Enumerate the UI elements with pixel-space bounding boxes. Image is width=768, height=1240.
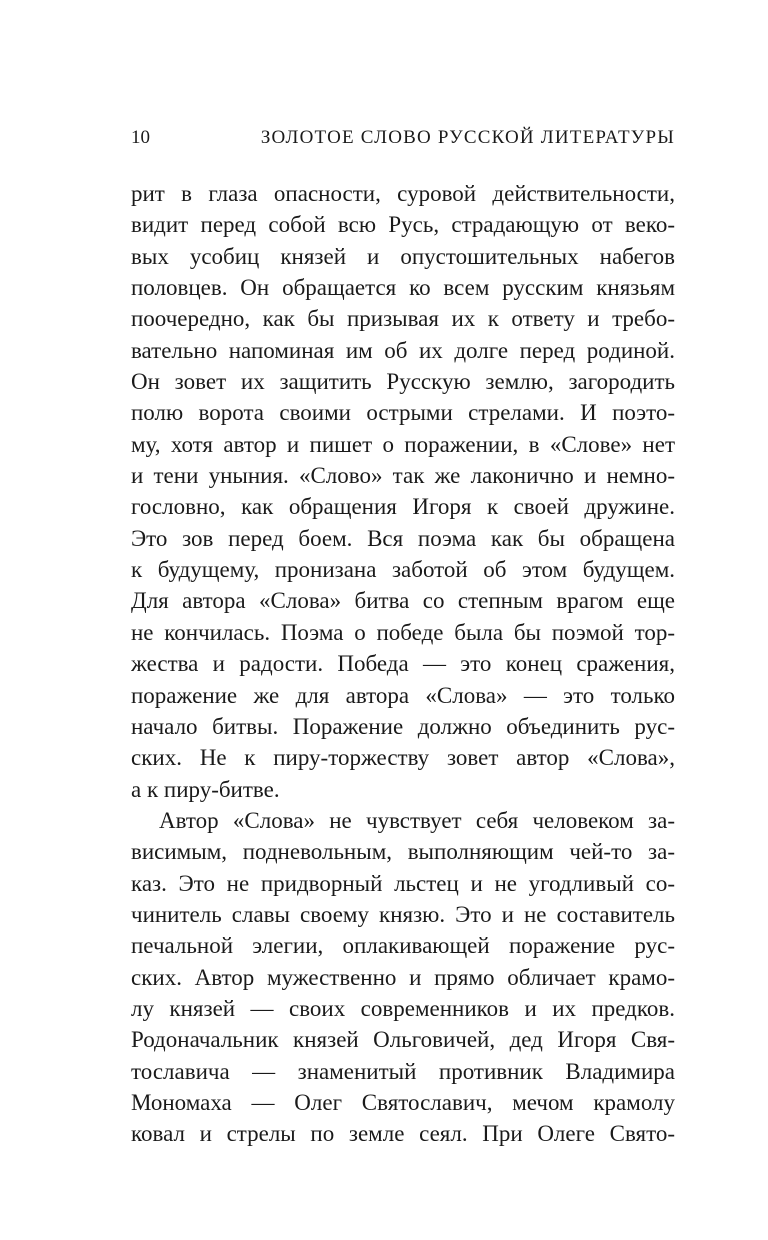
text-line: поочередно, как бы призывая их к ответу и требо- [131, 306, 675, 332]
body-text [131, 178, 675, 1150]
text-line: к будущему, пронизана заботой об этом будущем. [131, 557, 675, 583]
paragraph [131, 805, 675, 1150]
text-line: и тени уныния. «Слово» так же лаконично и немно- [131, 463, 675, 489]
text-line: Родоначальник князей Ольговичей, дед Игоря Свя- [131, 1027, 675, 1053]
paragraph [131, 178, 675, 805]
text-line: Мономаха — Олег Святославич, мечом крамолу [131, 1089, 675, 1115]
text-line: лу князей — своих современников и их предков. [131, 995, 675, 1021]
text-line: висимым, подневольным, выполняющим чей-то за- [131, 839, 675, 865]
running-head [131, 122, 675, 154]
text-line: Он зовет их защитить Русскую землю, загородить [131, 369, 675, 395]
text-line: Это зов перед боем. Вся поэма как бы обращена [131, 525, 675, 551]
text-line: чинитель славы своему князю. Это и не составитель [131, 901, 675, 927]
text-line: не кончилась. Поэма о победе была бы поэмой тор- [131, 619, 675, 645]
text-line: полю ворота своими острыми стрелами. И поэто- [131, 400, 675, 426]
text-line: ских. Не к пиру-торжеству зовет автор «Слова», [131, 745, 675, 771]
text-line: каз. Это не придворный льстец и не угодливый со- [131, 870, 675, 896]
page-number: 10 [131, 127, 150, 148]
text-line: вых усобиц князей и опустошительных набегов [131, 243, 675, 269]
text-line: Автор «Слова» не чувствует себя человеком за- [159, 807, 675, 833]
text-line: а к пиру-битве. [131, 776, 280, 802]
text-line: половцев. Он обращается ко всем русским князьям [131, 275, 675, 301]
text-line: гословно, как обращения Игоря к своей дружине. [131, 494, 675, 520]
text-line: жества и радости. Победа — это конец сражения, [131, 651, 675, 677]
text-line: видит перед собой всю Русь, страдающую от веко- [131, 212, 675, 238]
text-line: Для автора «Слова» битва со степным врагом еще [131, 588, 675, 614]
text-line: поражение же для автора «Слова» — это только [131, 682, 675, 708]
text-line: ковал и стрелы по земле сеял. При Олеге Свято- [131, 1121, 675, 1147]
text-line: тославича — знаменитый противник Владимира [131, 1058, 675, 1084]
text-line: рит в глаза опасности, суровой действительности, [131, 181, 675, 206]
chapter-title: ЗОЛОТОЕ СЛОВО РУССКОЙ ЛИТЕРАТУРЫ [260, 127, 675, 148]
text-line: ских. Автор мужественно и прямо обличает крамо- [131, 964, 675, 990]
text-line: му, хотя автор и пишет о поражении, в «Слове» нет [131, 431, 675, 457]
text-line: вательно напоминая им об их долге перед родиной. [131, 337, 675, 363]
text-line: печальной элегии, оплакивающей поражение рус- [131, 933, 675, 959]
text-line: начало битвы. Поражение должно объединить рус- [131, 713, 675, 739]
